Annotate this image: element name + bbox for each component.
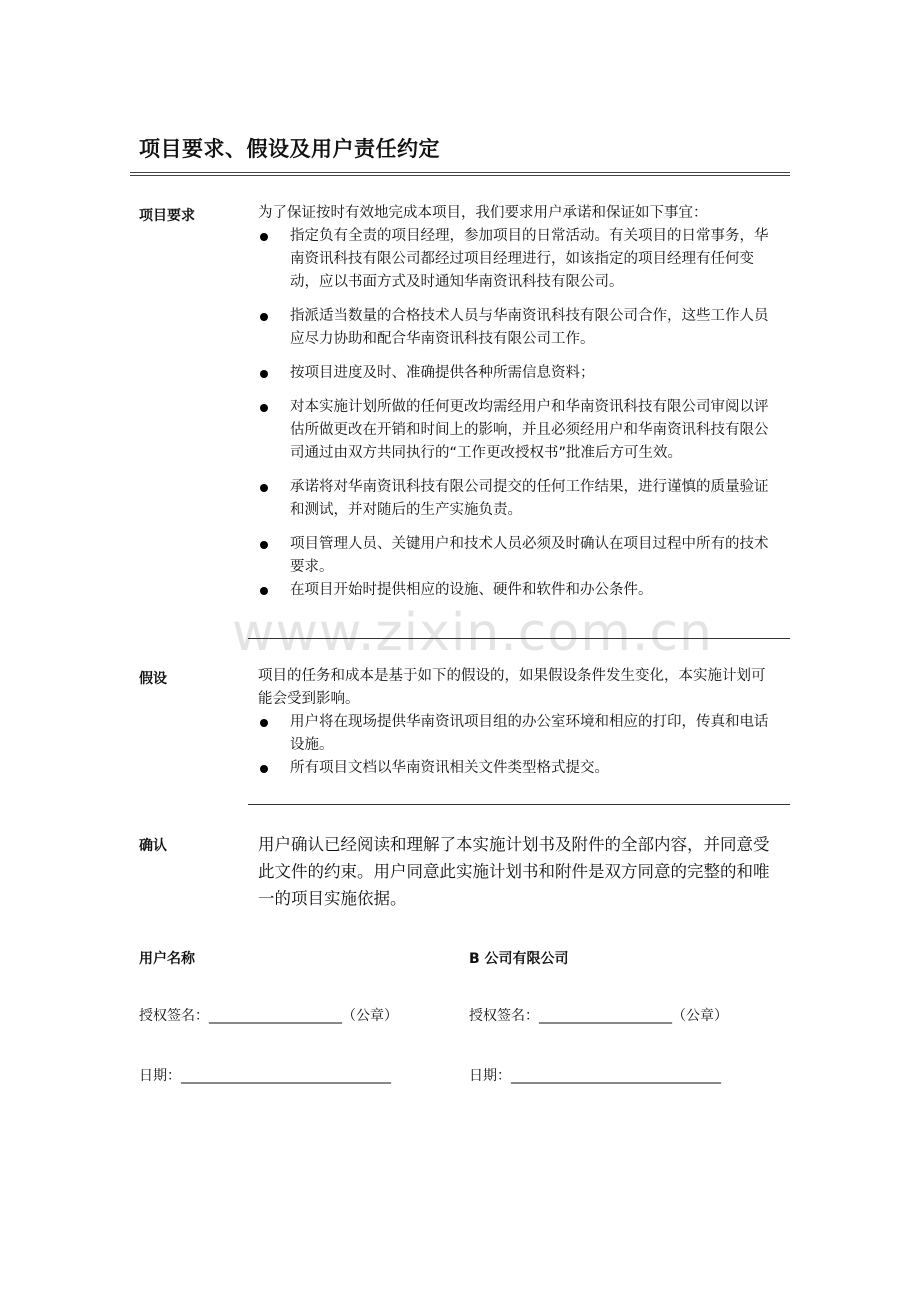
client-signature-field: 授权签名：___________________（公章） [139,1008,398,1024]
company-signature-field: 授权签名：___________________（公章） [469,1008,728,1024]
client-date-field: 日期：______________________________ [139,1068,391,1084]
requirements-intro: 为了保证按时有效地完成本项目，我们要求用户承诺和保证如下事宜： [258,205,708,221]
section-divider [248,804,790,805]
section-label-confirmation: 确认 [139,838,167,854]
client-name-label: 用户名称 [139,951,195,967]
watermark: www.zixin.com.cn [232,603,713,663]
assumptions-body [258,665,778,780]
list-item: 承诺将对华南资讯科技有限公司提交的任何工作结果，进行谨慎的质量验证和测试，并对随后的生产实施负责。 [258,476,778,522]
list-item: 指定负有全责的项目经理，参加项目的日常活动。有关项目的日常事务，华南资讯科技有限公司都经过项目经理进行，如该指定的项目经理有任何变动，应以书面方式及时通知华南资讯科技有限公司。 [258,225,778,294]
section-divider [248,638,790,639]
list-item: 对本实施计划所做的任何更改均需经用户和华南资讯科技有限公司审阅以评估所做更改在开销和时间上的影响，并且必须经用户和华南资讯科技有限公司通过由双方共同执行的“工作更改授权书”批准后方可生效。 [258,396,778,465]
requirements-body [258,202,778,602]
list-item: 所有项目文档以华南资讯相关文件类型格式提交。 [258,757,778,780]
company-name-label: B 公司有限公司 [469,951,569,967]
page-title: 项目要求、假设及用户责任约定 [139,137,440,161]
list-item: 指派适当数量的合格技术人员与华南资讯科技有限公司合作，这些工作人员应尽力协助和配合华南资讯科技有限公司工作。 [258,305,778,351]
assumptions-intro: 项目的任务和成本是基于如下的假设的，如果假设条件发生变化，本实施计划可能会受到影响。 [258,668,766,707]
list-item: 用户将在现场提供华南资讯项目组的办公室环境和相应的打印，传真和电话设施。 [258,711,778,757]
company-date-field: 日期：______________________________ [469,1068,721,1084]
section-label-assumptions: 假设 [139,671,167,687]
confirmation-text: 用户确认已经阅读和理解了本实施计划书及附件的全部内容，并同意受此文件的约束。用户同意此实施计划书和附件是双方同意的完整的和唯一的项目实施依据。 [258,835,770,908]
list-item: 在项目开始时提供相应的设施、硬件和软件和办公条件。 [258,579,778,602]
section-label-requirements: 项目要求 [139,208,195,224]
list-item: 按项目进度及时、准确提供各种所需信息资料； [258,362,778,385]
list-item: 项目管理人员、关键用户和技术人员必须及时确认在项目过程中所有的技术要求。 [258,533,778,579]
title-divider [130,172,790,176]
